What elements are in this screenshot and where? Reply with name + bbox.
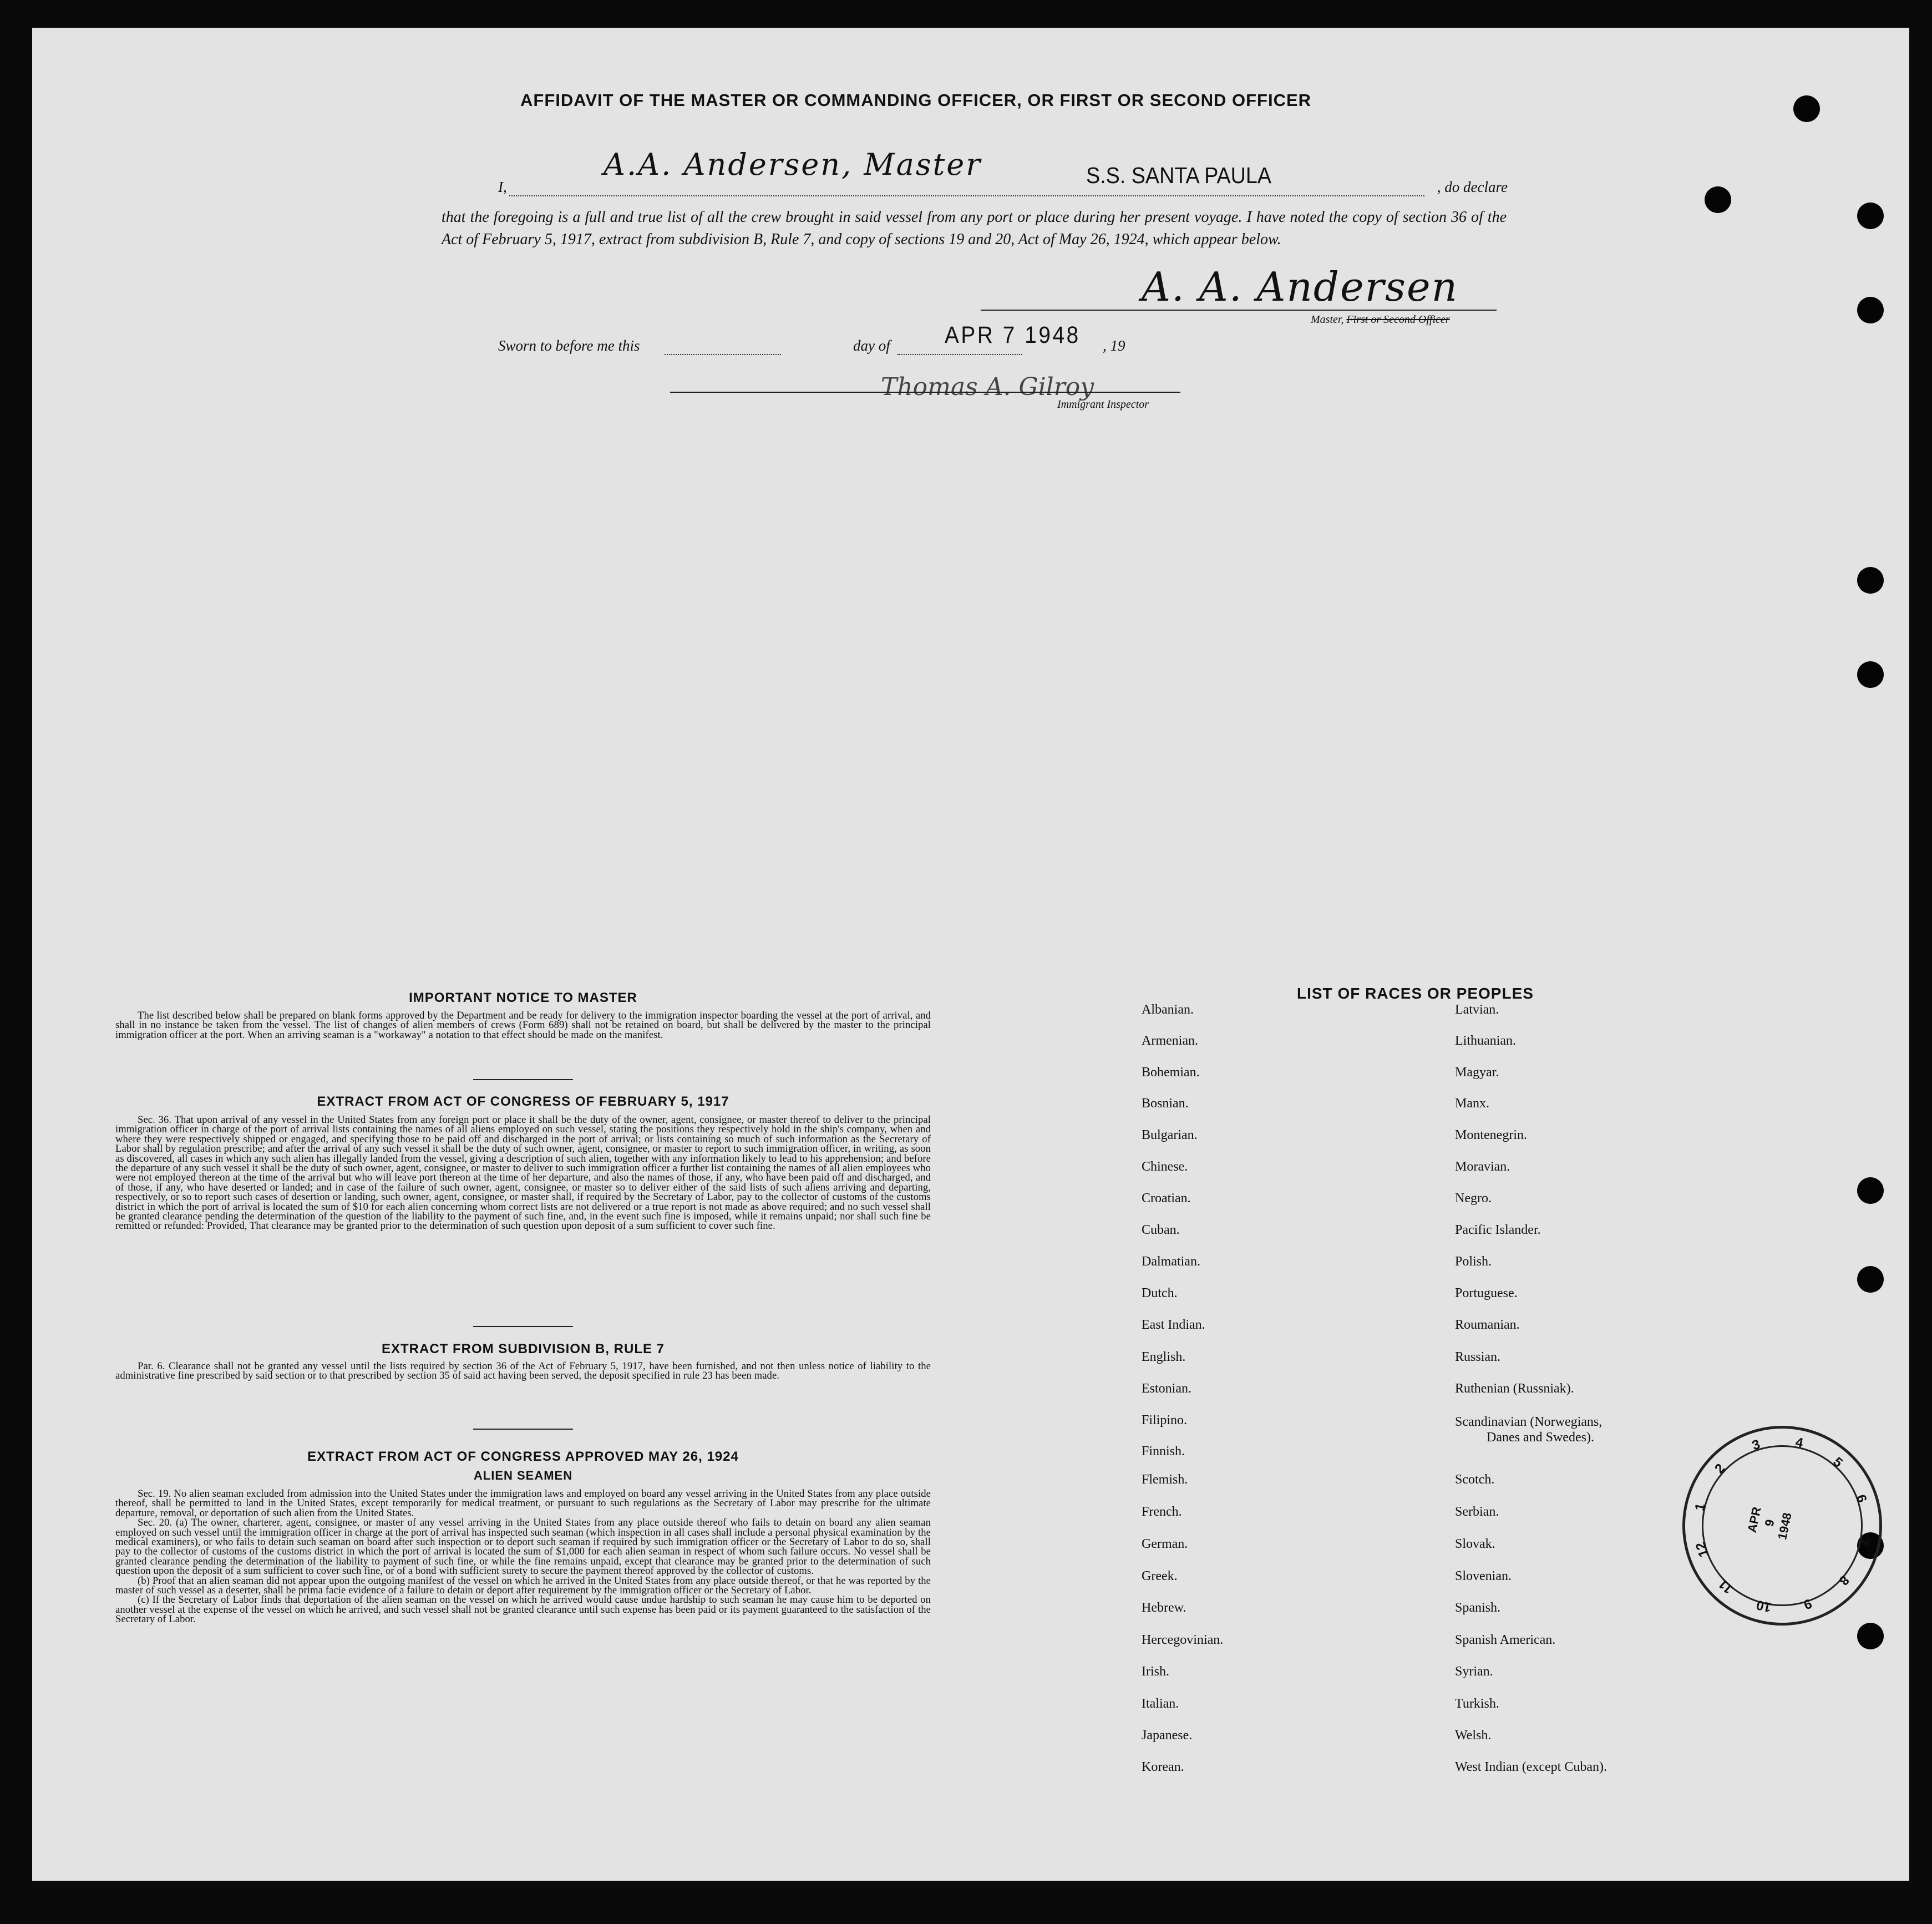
race-item: Japanese. <box>1142 1728 1193 1743</box>
race-item: Pacific Islander. <box>1455 1223 1541 1237</box>
sec-19-paragraph: Sec. 19. No alien seaman excluded from admission into the United States under the immigration laws and employed on board any vessel arriving in the United States from any place outside thereof, shall be permitted to land in the United States, except temporarily for medical treatment, or pursuant to such regulations as the Secretary of Labor may prescribe for the ultimate departure, removal, or deportation of such alien from the United States. <box>115 1488 931 1519</box>
inspector-signature: Thomas A. Gilroy <box>881 373 1094 401</box>
section-divider <box>473 1079 573 1080</box>
race-item: Cuban. <box>1142 1223 1180 1237</box>
race-item: Serbian. <box>1455 1505 1499 1519</box>
punch-hole <box>1857 661 1884 688</box>
stamp-year: 1948 <box>1775 1511 1794 1541</box>
dotted-blank <box>665 337 781 355</box>
race-item: Greek. <box>1142 1569 1178 1583</box>
stamp-number: 12 <box>1692 1540 1712 1559</box>
race-item: German. <box>1142 1537 1188 1551</box>
race-item: Ruthenian (Russniak). <box>1455 1381 1574 1396</box>
inspector-signature-line <box>670 392 1180 393</box>
race-item: Spanish. <box>1455 1601 1501 1615</box>
race-item: Croatian. <box>1142 1191 1191 1206</box>
race-item: Bulgarian. <box>1142 1128 1198 1142</box>
dotted-blank <box>509 195 1424 196</box>
races-title: LIST OF RACES OR PEOPLES <box>1297 985 1534 1002</box>
sworn-day-of: day of <box>853 337 890 354</box>
race-item: Montenegrin. <box>1455 1128 1527 1142</box>
stamp-number: 11 <box>1715 1576 1736 1597</box>
sec-20c-paragraph: (c) If the Secretary of Labor finds that deportation of the alien seaman on the vessel on which he arrived would cause undue hardship to such seaman he may cause him to be deported on another vessel at the expense of the vessel on which he arrived, and such vessel shall not be granted clearance until such expense has been paid or its payment guaranteed to the satisfaction of the Secretary of Labor. <box>115 1594 931 1626</box>
stamp-number: 10 <box>1754 1597 1773 1615</box>
sworn-date-stamp: APR 7 1948 <box>945 322 1081 348</box>
stamp-number: 7 <box>1855 1536 1872 1547</box>
race-item-continued: Danes and Swedes). <box>1487 1430 1594 1445</box>
race-item: Polish. <box>1455 1254 1492 1269</box>
race-item: Albanian. <box>1142 1002 1194 1017</box>
race-item: Syrian. <box>1455 1664 1493 1679</box>
master-name-handwriting: A.A. Andersen, Master <box>604 147 982 182</box>
punch-hole <box>1857 1266 1884 1293</box>
race-item: Bosnian. <box>1142 1096 1189 1111</box>
stamp-number: 3 <box>1750 1436 1762 1454</box>
race-item: Spanish American. <box>1455 1633 1556 1647</box>
signature-line <box>981 310 1497 311</box>
race-item: Manx. <box>1455 1096 1489 1111</box>
rule-7-title: EXTRACT FROM SUBDIVISION B, RULE 7 <box>381 1341 665 1356</box>
race-item: French. <box>1142 1505 1182 1519</box>
race-item: Magyar. <box>1455 1065 1499 1080</box>
struck-officer-label: First or Second Officer <box>1346 313 1450 326</box>
race-item: English. <box>1142 1350 1186 1364</box>
section-divider <box>473 1326 573 1327</box>
stamp-month: APR <box>1745 1505 1764 1534</box>
race-item: Scandinavian (Norwegians, <box>1455 1415 1603 1429</box>
race-item: Armenian. <box>1142 1034 1198 1048</box>
stamp-day: 9 <box>1762 1518 1777 1528</box>
race-item: Russian. <box>1455 1350 1501 1364</box>
stamp-number: 5 <box>1830 1454 1846 1471</box>
race-item: Italian. <box>1142 1697 1179 1711</box>
master-label: Master, <box>1311 313 1344 326</box>
race-item: Finnish. <box>1142 1444 1185 1459</box>
race-item: West Indian (except Cuban). <box>1455 1760 1607 1774</box>
affidavit-i: I, <box>498 179 507 195</box>
race-item: Slovak. <box>1455 1537 1495 1551</box>
immigration-date-stamp <box>1664 1407 1901 1644</box>
race-item: Roumanian. <box>1455 1318 1520 1332</box>
race-item: East Indian. <box>1142 1318 1205 1332</box>
act-1917-paragraph: Sec. 36. That upon arrival of any vessel in the United States from any foreign port or place it shall be the duty of the owner, agent, consignee, or master thereof to deliver to the principal immigration officer in charge of the port of arrival lists containing the names of all aliens employed on such vessel, stating the positions they respectively hold in the ship's company, when and where they were respectively shipped or engaged, and specifying those to be paid off and discharged in the port of arrival; or lists containing so much of such information as the Secretary of Labor shall by regulation prescribe; and after the arrival of any such vessel it shall be the duty of such owner, agent, consignee, or master to report to such immigration officer, in writing, as soon as discovered, all cases in which any such alien has illegally landed from the vessel, giving a description of such alien, together with any information likely to lead to his apprehension; and before the departure of any such vessel it shall be the duty of such owner, agent, consignee, or master to deliver to such immigration officer a further list containing the names of all alien employees who were not employed thereon at the time of the arrival but who will leave port thereon at the time of her departure, and also the names of those, if any, who have been paid off and discharged, and of those, if any, who have deserted or landed; and in case of the failure of such owner, agent, consignee, or master so to deliver either of the said lists of such aliens arriving and departing, respectively, or so to report such cases of desertion or landing, such owner, agent, consignee, or master shall, if required by the Secretary of Labor, pay to the collector of customs of the customs district in which the port of arrival is located the sum of $10 for each alien concerning whom correct lists are not delivered or a true report is not made as above required; and no such vessel shall be granted clearance pending the determination of the question of the liability to the payment of such fine, and, in the event such fine is imposed, while it remains unpaid; nor shall such fine be remitted or refunded: Provided, That clearance may be granted prior to the determination of such question upon deposit of a sum sufficient to cover such fine. <box>115 1114 931 1232</box>
affidavit-declare: , do declare <box>1437 179 1508 195</box>
race-item: Negro. <box>1455 1191 1492 1206</box>
race-item: Estonian. <box>1142 1381 1191 1396</box>
act-1924-subtitle: ALIEN SEAMEN <box>473 1469 573 1482</box>
race-item: Hercegovinian. <box>1142 1633 1224 1647</box>
race-item: Dalmatian. <box>1142 1254 1200 1269</box>
sworn-prefix: Sworn to before me this <box>498 337 640 354</box>
act-1924-text <box>115 1489 931 1624</box>
affidavit-title: AFFIDAVIT OF THE MASTER OR COMMANDING OFFICER, OR FIRST OR SECOND OFFICER <box>520 90 1312 110</box>
race-item: Lithuanian. <box>1455 1034 1516 1048</box>
race-item: Latvian. <box>1455 1002 1499 1017</box>
race-item: Moravian. <box>1455 1160 1510 1174</box>
punch-hole <box>1705 186 1731 213</box>
manifest-page <box>32 28 1909 1881</box>
punch-hole <box>1793 95 1820 122</box>
stamp-number: 1 <box>1692 1502 1708 1512</box>
punch-hole <box>1857 1177 1884 1204</box>
punch-hole <box>1857 297 1884 323</box>
race-item: Portuguese. <box>1455 1286 1518 1300</box>
notice-text <box>115 1011 931 1040</box>
stamp-number: 4 <box>1794 1435 1805 1451</box>
inspector-label: Immigrant Inspector <box>1057 398 1149 411</box>
stamp-number: 9 <box>1802 1596 1814 1612</box>
punch-hole <box>1857 1623 1884 1649</box>
race-item: Irish. <box>1142 1664 1169 1679</box>
race-item: Hebrew. <box>1142 1601 1186 1615</box>
section-divider <box>473 1429 573 1430</box>
signature-caption <box>1311 313 1450 326</box>
race-item: Dutch. <box>1142 1286 1178 1300</box>
master-signature: A. A. Andersen <box>1142 264 1458 310</box>
notice-paragraph: The list described below shall be prepared on blank forms approved by the Department and be ready for delivery to the immigration inspector boarding the vessel at the port of arrival, and shall in no instance be taken from the vessel. The list of changes of alien members of crews (Form 689) shall not be retained on board, but shall be delivered by the master to the principal immigration officer at the port. When an arriving seaman is a "workaway" a notation to that effect should be made on the manifest. <box>115 1010 931 1041</box>
affidavit-declaration-line <box>409 179 1508 201</box>
vessel-name-stamp: S.S. SANTA PAULA <box>1086 163 1272 188</box>
stamp-number: 6 <box>1853 1492 1870 1505</box>
act-1917-title: EXTRACT FROM ACT OF CONGRESS OF FEBRUARY 5, 1917 <box>317 1094 729 1109</box>
race-item: Welsh. <box>1455 1728 1492 1743</box>
race-item: Filipino. <box>1142 1413 1188 1427</box>
sec-20b-paragraph: (b) Proof that an alien seaman did not appear upon the outgoing manifest of the vessel on which he arrived in the United States from any place outside thereof, or that he was reported by the master of such vessel as a deserter, shall be prima facie evidence of a failure to detain or deport after requirement by the immigration officer or the Secretary of Labor. <box>115 1574 931 1597</box>
act-1924-title: EXTRACT FROM ACT OF CONGRESS APPROVED MAY 26, 1924 <box>307 1449 739 1464</box>
race-item: Slovenian. <box>1455 1569 1512 1583</box>
race-item: Korean. <box>1142 1760 1184 1774</box>
race-item: Flemish. <box>1142 1472 1188 1487</box>
race-item: Turkish. <box>1455 1697 1499 1711</box>
race-item: Bohemian. <box>1142 1065 1200 1080</box>
punch-hole <box>1857 567 1884 594</box>
notice-title: IMPORTANT NOTICE TO MASTER <box>409 990 637 1005</box>
punch-hole <box>1857 202 1884 229</box>
race-item: Chinese. <box>1142 1160 1188 1174</box>
stamp-number: 8 <box>1835 1572 1852 1588</box>
affidavit-body: that the foregoing is a full and true list of all the crew brought in said vessel from any port or place during her present voyage. I have noted the copy of section 36 of the Act of February 5, 1917, extract from subdivision B, Rule 7, and copy of sections 19 and 20, Act of May 26, 1924, which appear below. <box>442 209 1507 248</box>
rule-7-text <box>115 1361 931 1381</box>
race-item: Scotch. <box>1455 1472 1495 1487</box>
rule-7-paragraph: Par. 6. Clearance shall not be granted any vessel until the lists required by section 36 of the Act of February 5, 1917, have been furnished, and not then unless notice of liability to the administrative fine prescribed by said section or to that prescribed by section 35 of said act having been served, the deposit specified in rule 23 has been made. <box>115 1360 931 1382</box>
sworn-year: , 19 <box>1103 337 1125 354</box>
act-1917-text <box>115 1115 931 1231</box>
stamp-number: 2 <box>1712 1461 1728 1477</box>
sec-20a-paragraph: Sec. 20. (a) The owner, charterer, agent, consignee, or master of any vessel arriving in the United States from any place outside thereof who fails to detain on board any alien seaman employed on such vessel until the immigration officer in charge at the port of arrival has inspected such seaman (which inspection in all cases shall include a personal physical examination by the medical examiners), or who fails to detain such seaman on board after such inspection or to deport such seaman if required by such immigration officer or the Secretary of Labor to do so, shall pay to the collector of customs of the customs district in which the port of arrival is located the sum of $1,000 for each alien seaman in respect of whom such failure occurs. No vessel shall be granted clearance pending the determination of the liability to payment of such fine, or while the fine remains unpaid, except that clearance may be granted prior to the determination of such question upon the deposit of a sum sufficient to cover such fine, or of a bond with sufficient surety to secure the payment thereof approved by the collector of customs. <box>115 1517 931 1577</box>
